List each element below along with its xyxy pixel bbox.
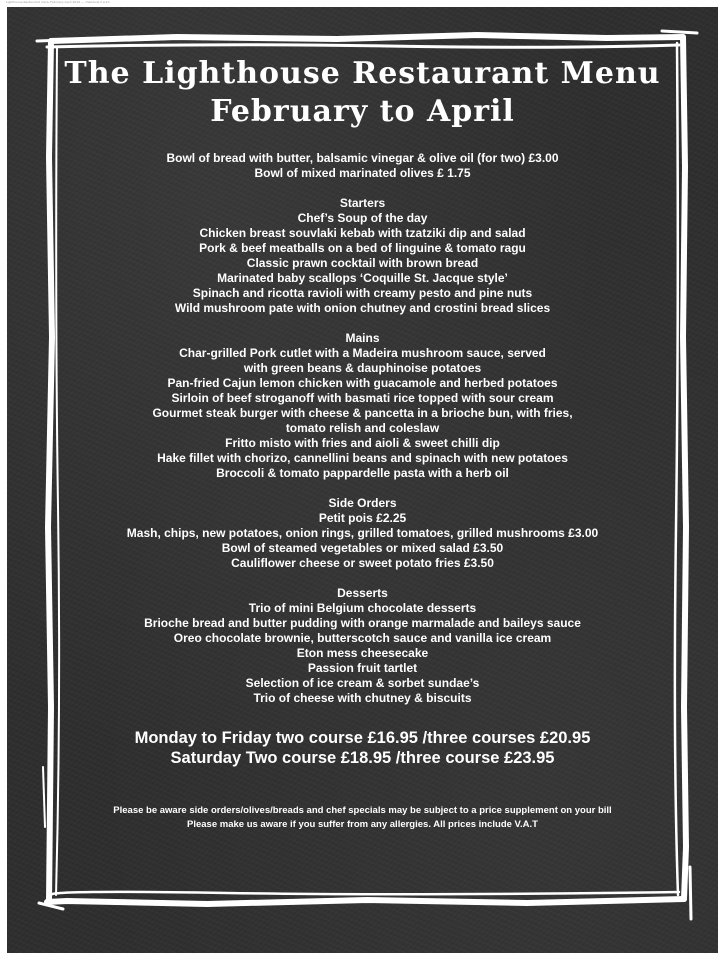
menu-item: Sirloin of beef stroganoff with basmati rice topped with sour cream <box>171 391 554 405</box>
desserts-section <box>55 586 670 706</box>
intro-item: Bowl of bread with butter, balsamic vinegar & olive oil (for two) £3.00 <box>166 151 559 165</box>
menu-item: Petit pois £2.25 <box>318 511 407 525</box>
desserts-heading: Desserts <box>337 586 388 600</box>
footer-notes <box>55 804 670 832</box>
starters-heading: Starters <box>339 196 386 210</box>
menu-title: The Lighthouse Restaurant Menu <box>64 56 661 91</box>
saturday-pricing: Saturday Two course £18.95 /three course £23.95 <box>170 749 555 767</box>
menu-item: Cauliflower cheese or sweet potato fries £3.50 <box>231 556 494 570</box>
menu-item: Trio of mini Belgium chocolate desserts <box>248 601 477 615</box>
starters-section <box>55 196 670 316</box>
menu-item: Bowl of steamed vegetables or mixed salad £3.50 <box>221 541 504 555</box>
menu-item: Broccoli & tomato pappardelle pasta with a herb oil <box>216 466 509 480</box>
menu-item: Brioche bread and butter pudding with orange marmalade and baileys sauce <box>144 616 581 630</box>
menu-subtitle: February to April <box>210 94 515 129</box>
mains-section <box>55 331 670 481</box>
menu-item: Classic prawn cocktail with brown bread <box>246 256 479 270</box>
intro-item: Bowl of mixed marinated olives £ 1.75 <box>254 166 471 180</box>
allergy-note: Please make us aware if you suffer from any allergies. All prices include V.A.T <box>187 819 538 830</box>
menu-item: Wild mushroom pate with onion chutney and crostini bread slices <box>174 301 551 315</box>
menu-item: Pork & beef meatballs on a bed of linguine & tomato ragu <box>199 241 526 255</box>
supplement-note: Please be aware side orders/olives/breads and chef specials may be subject to a price supplement on your bill <box>113 805 612 816</box>
mains-heading: Mains <box>345 331 380 345</box>
menu-item: Gourmet steak burger with cheese & pancetta in a brioche bun, with fries, <box>152 406 573 420</box>
menu-item: Trio of cheese with chutney & biscuits <box>253 691 472 705</box>
menu-item: Oreo chocolate brownie, butterscotch sauce and vanilla ice cream <box>173 631 552 645</box>
menu-item: Pan-fried Cajun lemon chicken with guacamole and herbed potatoes <box>167 376 558 390</box>
menu-item: Eton mess cheesecake <box>296 646 429 660</box>
sides-heading: Side Orders <box>328 496 397 510</box>
menu-item: Marinated baby scallops ‘Coquille St. Jacque style’ <box>217 271 508 285</box>
menu-item: Mash, chips, new potatoes, onion rings, grilled tomatoes, grilled mushrooms £3.00 <box>126 526 599 540</box>
menu-item: with green beans & dauphinoise potatoes <box>243 361 482 375</box>
menu-item: Chicken breast souvlaki kebab with tzatziki dip and salad <box>199 226 526 240</box>
menu-item: Char-grilled Pork cutlet with a Madeira mushroom sauce, served <box>179 346 546 360</box>
menu-content <box>55 55 670 832</box>
intro-items <box>55 151 670 181</box>
menu-item: Fritto misto with fries and aioli & sweet chilli dip <box>225 436 500 450</box>
set-menu-pricing <box>55 728 670 768</box>
menu-item: tomato relish and coleslaw <box>285 421 440 435</box>
menu-item: Passion fruit tartlet <box>307 661 418 675</box>
menu-item: Spinach and ricotta ravioli with creamy pesto and pine nuts <box>192 286 533 300</box>
menu-item: Selection of ice cream & sorbet sundae’s <box>245 676 480 690</box>
menu-item: Chef’s Soup of the day <box>297 211 428 225</box>
header-fine-print: Lighthouse Restaurant menu February-April 2019 — chalkboard print <box>6 0 110 4</box>
menu-item: Hake fillet with chorizo, cannellini beans and spinach with new potatoes <box>157 451 568 465</box>
weekday-pricing: Monday to Friday two course £16.95 /three courses £20.95 <box>134 729 591 747</box>
sides-section <box>55 496 670 571</box>
